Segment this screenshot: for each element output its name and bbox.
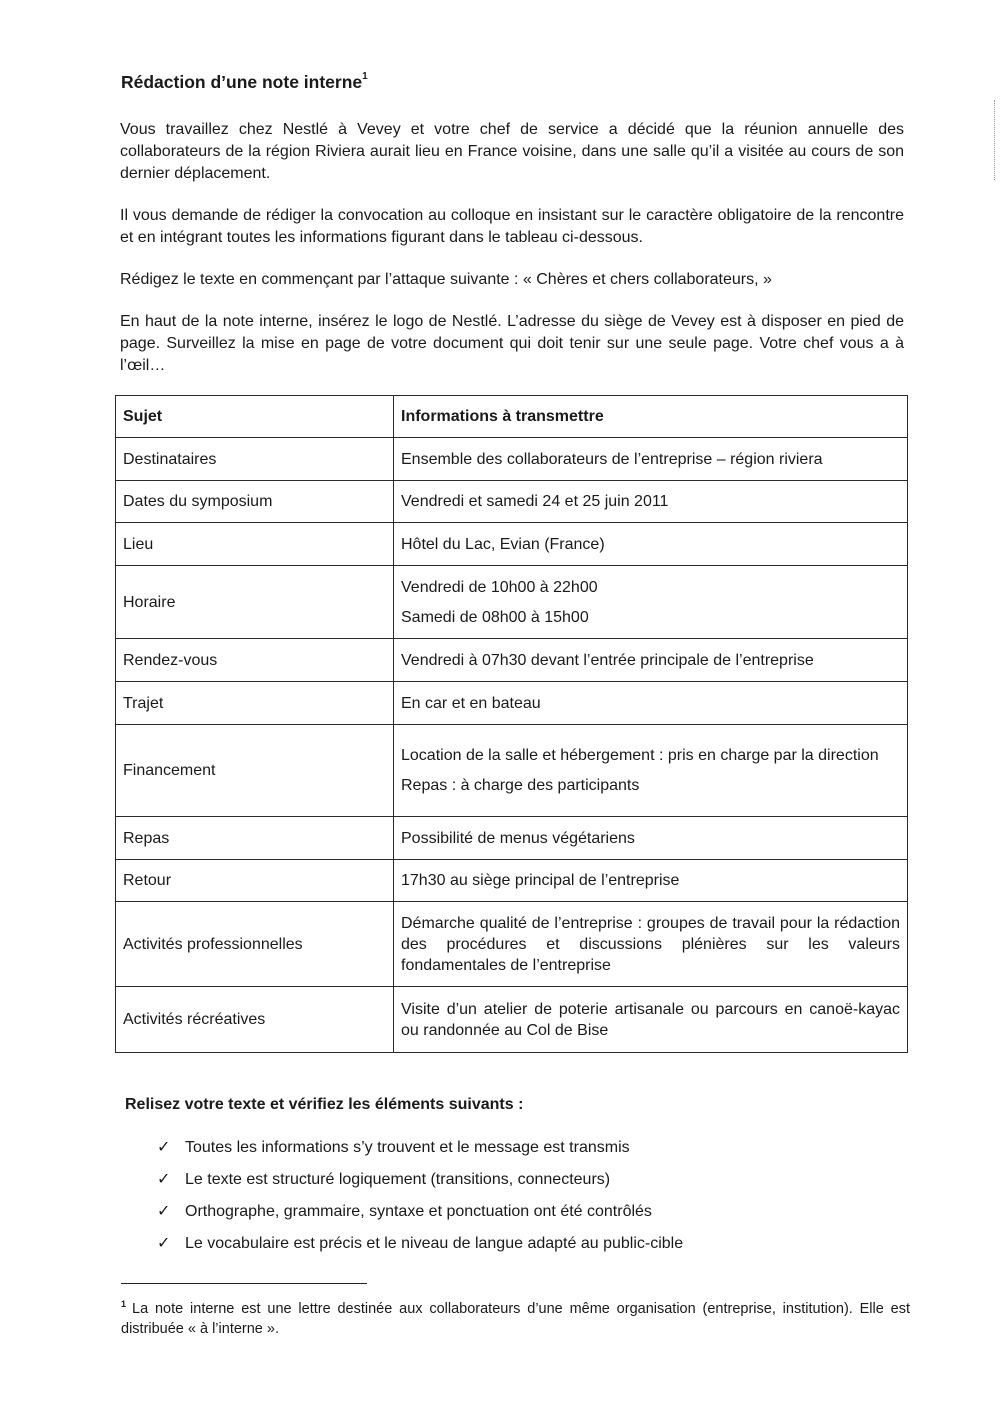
row-subject: Rendez-vous — [116, 639, 394, 682]
row-info — [394, 438, 908, 481]
row-info-line: Samedi de 08h00 à 15h00 — [401, 608, 589, 626]
table-row — [116, 817, 908, 860]
row-info-line: En car et en bateau — [401, 694, 541, 712]
table-row — [116, 639, 908, 682]
list-item — [157, 1138, 683, 1170]
row-info-line: Vendredi et samedi 24 et 25 juin 2011 — [401, 493, 669, 510]
information-table — [115, 395, 908, 1053]
row-subject: Financement — [116, 725, 394, 817]
row-info-line: Démarche qualité de l’entreprise : groupes de travail pour la rédaction des procédures et discussions plénières sur les valeurs fondamentales de l’entreprise — [401, 914, 900, 974]
checklist — [157, 1138, 683, 1266]
instruction-paragraph: Il vous demande de rédiger la convocation au colloque en insistant sur le caractère obligatoire de la rencontre et en intégrant toutes les informations figurant dans le tableau ci-dessous. — [120, 207, 904, 246]
row-info-line: 17h30 au siège principal de l’entreprise — [401, 872, 680, 889]
row-info — [394, 987, 908, 1053]
checkmark-icon: ✓ — [157, 1171, 171, 1188]
row-info — [394, 566, 908, 639]
table-row — [116, 987, 908, 1053]
row-info-line: Ensemble des collaborateurs de l’entreprise – région riviera — [401, 450, 823, 468]
row-info — [394, 817, 908, 860]
table-row — [116, 725, 908, 817]
row-info — [394, 682, 908, 725]
intro-paragraph: Vous travaillez chez Nestlé à Vevey et votre chef de service a décidé que la réunion annuelle des collaborateurs de la région Riviera aurait lieu en France voisine, dans une salle qu’il a visitée au cours de son dernier déplacement. — [120, 121, 904, 182]
checklist-item-text: Orthographe, grammaire, syntaxe et ponctuation ont été contrôlés — [185, 1203, 652, 1220]
checklist-item-text: Le vocabulaire est précis et le niveau de langue adapté au public-cible — [185, 1235, 684, 1252]
table-row — [116, 523, 908, 566]
checkmark-icon: ✓ — [157, 1203, 171, 1220]
layout-paragraph: En haut de la note interne, insérez le logo de Nestlé. L’adresse du siège de Vevey est à disposer en pied de page. Surveillez la mise en page de votre document qui doit tenir sur une seule page. Votre chef vous a à l’œil… — [120, 313, 904, 374]
table-row — [116, 860, 908, 902]
table-row — [116, 566, 908, 639]
checklist-title: Relisez votre texte et vérifiez les éléments suivants : — [125, 1096, 524, 1113]
row-subject: Horaire — [116, 566, 394, 639]
row-subject: Activités récréatives — [116, 987, 394, 1053]
scan-edge-marks — [994, 100, 996, 180]
checklist-item-text: Le texte est structuré logiquement (transitions, connecteurs) — [185, 1171, 611, 1188]
table-header-row — [116, 396, 908, 438]
row-subject: Dates du symposium — [116, 481, 394, 523]
row-info-line: Possibilité de menus végétariens — [401, 829, 635, 847]
row-subject: Retour — [116, 860, 394, 902]
row-info — [394, 902, 908, 987]
page-title — [121, 72, 368, 93]
checkmark-icon: ✓ — [157, 1139, 171, 1156]
list-item — [157, 1170, 683, 1202]
table-row — [116, 682, 908, 725]
row-info — [394, 481, 908, 523]
list-item — [157, 1234, 683, 1266]
footnote-reference: 1 — [362, 71, 368, 83]
row-subject: Trajet — [116, 682, 394, 725]
row-info — [394, 639, 908, 682]
footnote-number: 1 — [121, 1299, 127, 1309]
row-info — [394, 860, 908, 902]
row-subject: Activités professionnelles — [116, 902, 394, 987]
row-info-line: Visite d’un atelier de poterie artisanale ou parcours en canoë-kayac ou randonnée au Col de Bise — [401, 1000, 900, 1039]
opening-paragraph: Rédigez le texte en commençant par l’attaque suivante : « Chères et chers collaborateurs, » — [120, 271, 772, 288]
row-subject: Repas — [116, 817, 394, 860]
checklist-item-text: Toutes les informations s’y trouvent et le message est transmis — [185, 1139, 630, 1156]
row-info — [394, 725, 908, 817]
row-info-line: Vendredi de 10h00 à 22h00 — [401, 578, 598, 596]
row-subject: Destinataires — [116, 438, 394, 481]
table-row — [116, 902, 908, 987]
footnote-text: La note interne est une lettre destinée aux collaborateurs d’une même organisation (entreprise, institution). Elle est distribuée « à l’interne ». — [121, 1300, 910, 1337]
list-item — [157, 1202, 683, 1234]
table-row — [116, 438, 908, 481]
row-info-line: Repas : à charge des participants — [401, 777, 640, 794]
header-info: Informations à transmettre — [394, 396, 908, 438]
footnote — [121, 1294, 910, 1339]
header-subject: Sujet — [116, 396, 394, 438]
table-row — [116, 481, 908, 523]
checkmark-icon: ✓ — [157, 1235, 171, 1252]
footnote-divider — [121, 1283, 367, 1284]
title-text: Rédaction d’une note interne — [121, 72, 363, 92]
row-info-line: Location de la salle et hébergement : pris en charge par la direction — [401, 747, 879, 764]
row-info-line: Hôtel du Lac, Evian (France) — [401, 535, 605, 553]
row-subject: Lieu — [116, 523, 394, 566]
row-info — [394, 523, 908, 566]
row-info-line: Vendredi à 07h30 devant l’entrée principale de l’entreprise — [401, 651, 814, 669]
